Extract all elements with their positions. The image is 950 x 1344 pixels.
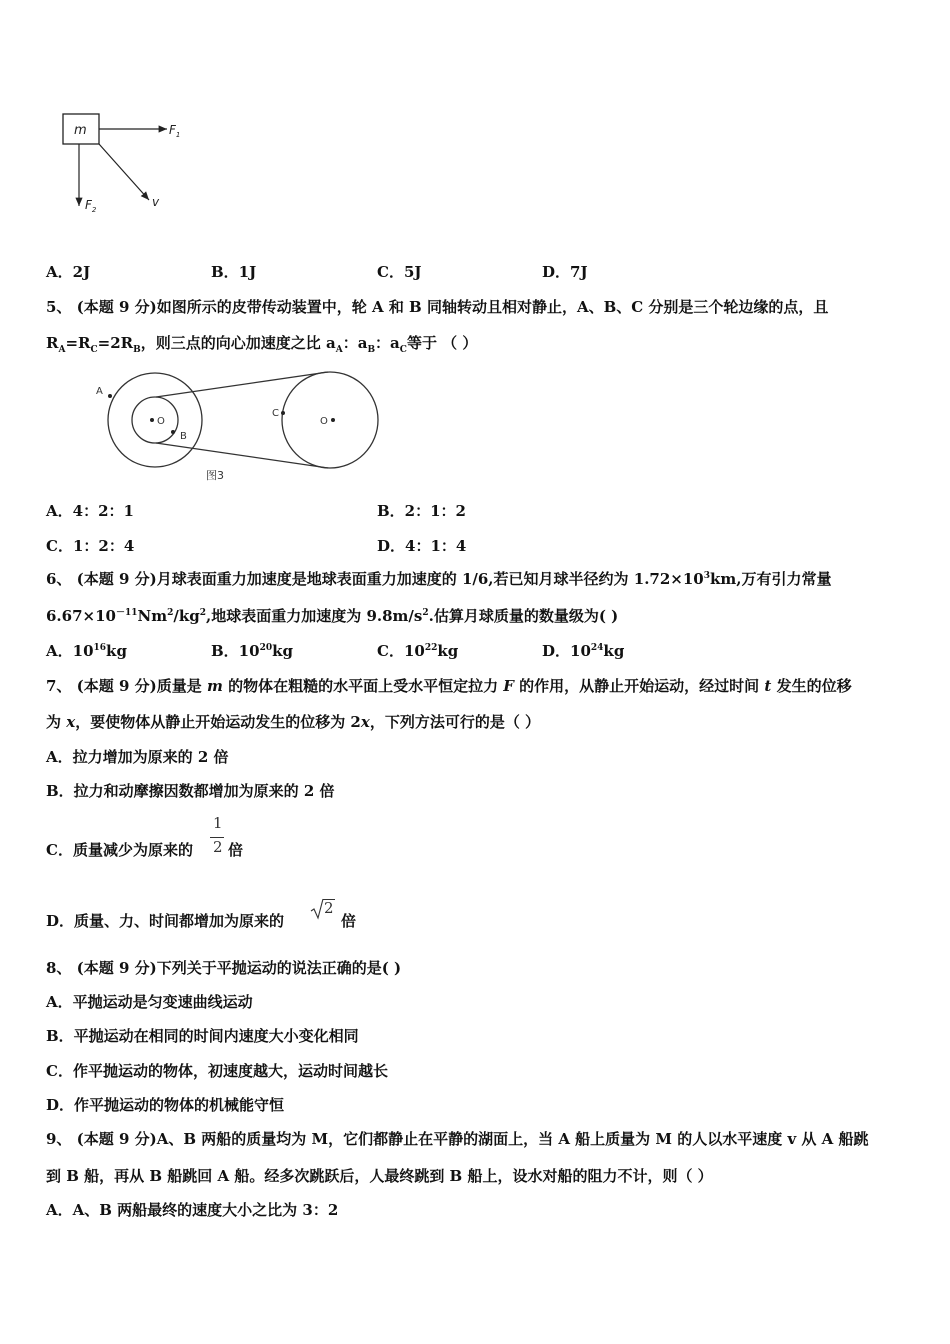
label-b: B [180, 431, 187, 442]
q6-option-a: A．$10^{16}kg$ [46, 642, 127, 660]
q5-option-d: D．4：1：4 [377, 537, 467, 555]
q9-option-a: A．A、B 两船最终的速度大小之比为 3：2 [46, 1201, 339, 1219]
q9-stem-line1: 9、 (本题 9 分)A、B 两船的质量均为 M，它们都静止在平静的湖面上，当 A 船上质量为 M 的人以水平速度 v 从 A 船跳 [46, 1130, 869, 1148]
q8-option-c: C．作平抛运动的物体，初速度越大，运动时间越长 [46, 1062, 388, 1080]
q6-stem-line2: $6.67\times 10^{-11}Nm^2/kg^2$,地球表面重力加速度为 $9.8m/s^2$.估算月球质量的数量级为( ) [46, 607, 619, 625]
q6-option-d: D．$10^{24}kg$ [542, 642, 625, 660]
q8-stem: 8、 (本题 9 分)下列关于平抛运动的说法正确的是( ) [46, 959, 402, 977]
axle-dot-left [150, 418, 154, 422]
q8-option-b: B．平抛运动在相同的时间内速度大小变化相同 [46, 1027, 359, 1045]
fraction-numerator: 1 [213, 814, 223, 832]
q5-option-a: A．4：2：1 [46, 502, 134, 520]
q7-option-a: A．拉力增加为原来的 2 倍 [46, 748, 229, 766]
large-wheel-a [108, 373, 202, 467]
label-c: C [272, 408, 279, 419]
f2-label: $F_2$ [85, 198, 97, 214]
q7-stem-line1: 7、 (本题 9 分)质量是 m 的物体在粗糙的水平面上受水平恒定拉力 F 的作用，从静止开始运动，经过时间 t 发生的位移 [46, 677, 852, 695]
label-o-left: O [157, 416, 165, 427]
q8-option-a: A．平抛运动是匀变速曲线运动 [46, 993, 253, 1011]
q6-option-b: B．$10^{20}kg$ [211, 642, 293, 660]
q7-option-d: D．质量、力、时间都增加为原来的 [46, 912, 285, 930]
figure-caption: 图3 [206, 469, 224, 482]
point-c-dot [281, 411, 285, 415]
q6-stem-line1: 6、 (本题 9 分)月球表面重力加速度是地球表面重力加速度的 1/6,若已知月球半径约为 $1.72\times 10^3km$,万有引力常量 [46, 570, 832, 588]
small-wheel-b [132, 397, 178, 443]
q7-option-d-tail: 倍 [341, 912, 357, 930]
point-b-dot [171, 430, 175, 434]
q4-option-a: A．2J [46, 263, 91, 281]
q5-stem-line2: $R_A=R_C=2R_B$，则三点的向心加速度之比 $a_A$：$a_B$：$a_C$等于 （ ） [46, 334, 478, 355]
belt-bottom [156, 443, 328, 468]
sqrt-radicand: 2 [324, 899, 334, 917]
velocity-arrow [99, 144, 149, 200]
q7-option-b: B．拉力和动摩擦因数都增加为原来的 2 倍 [46, 782, 335, 800]
belt-drive-diagram [90, 360, 390, 486]
q7-stem-line2: 为 x，要使物体从静止开始运动发生的位移为 2x，下列方法可行的是（ ） [46, 713, 541, 731]
fraction-denominator: 2 [213, 838, 223, 856]
q5-stem-line1: 5、 (本题 9 分)如图所示的皮带传动装置中，轮 A 和 B 同轴转动且相对静止，A、B、C 分别是三个轮边缘的点，且 [46, 298, 829, 316]
label-o-right: O [320, 416, 328, 427]
axle-dot-right [331, 418, 335, 422]
q4-option-d: D．7J [542, 263, 588, 281]
point-a-dot [108, 394, 112, 398]
force-diagram [55, 110, 185, 215]
q4-option-b: B．1J [211, 263, 257, 281]
q7-option-c: C．质量减少为原来的 [46, 841, 193, 859]
sqrt-sign [310, 898, 324, 920]
wheel-c [282, 372, 378, 468]
q9-stem-line2: 到 B 船，再从 B 船跳回 A 船。经多次跳跃后，人最终跳到 B 船上，设水对船的阻力不计，则（ ） [46, 1167, 713, 1185]
q8-option-d: D．作平抛运动的物体的机械能守恒 [46, 1096, 285, 1114]
belt-top [156, 372, 328, 397]
mass-label: m [74, 123, 87, 138]
q6-option-c: C．$10^{22}kg$ [377, 642, 459, 660]
q5-option-b: B．2：1：2 [377, 502, 466, 520]
velocity-label: v [152, 195, 160, 209]
q7-option-c-tail: 倍 [228, 841, 244, 859]
f1-label: $F_1$ [169, 123, 181, 139]
q5-option-c: C．1：2：4 [46, 537, 135, 555]
q4-option-c: C．5J [377, 263, 422, 281]
label-a: A [96, 386, 103, 397]
